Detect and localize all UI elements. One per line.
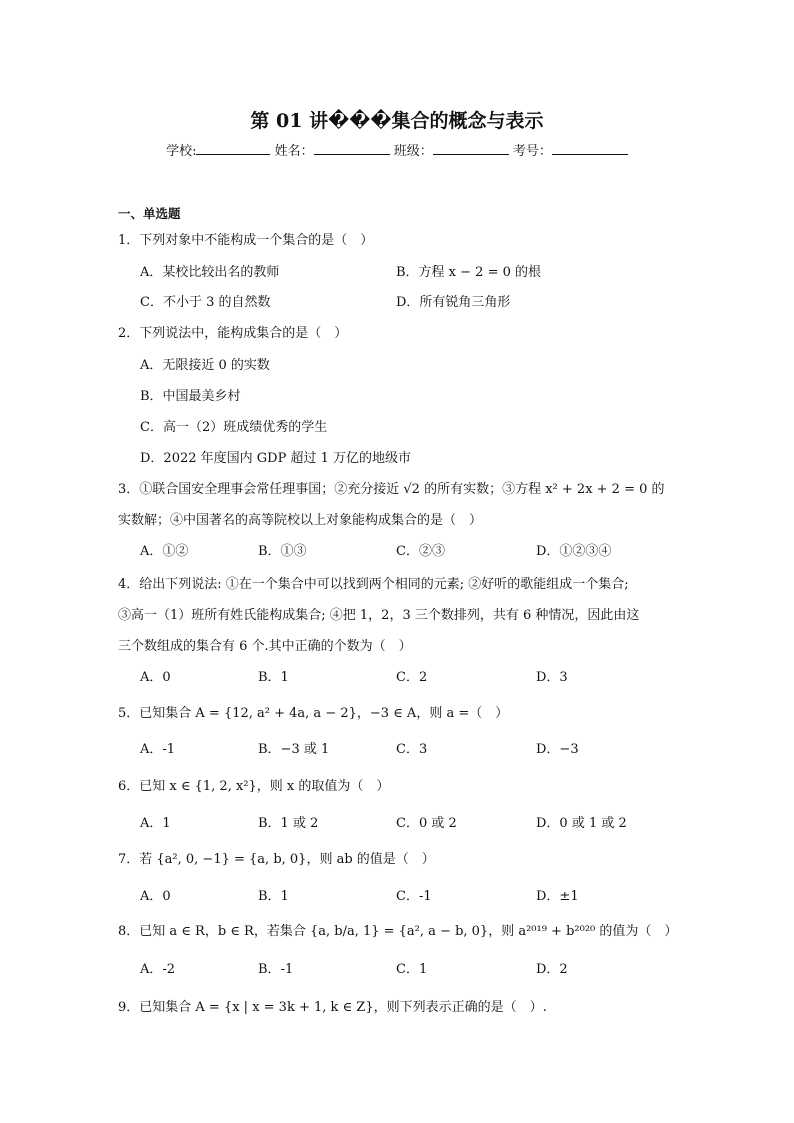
- q5-option-b: B．−3 或 1: [258, 742, 330, 757]
- q5-option-a: A．-1: [140, 742, 176, 757]
- class-label: 班级：: [393, 144, 433, 159]
- q5-option-c: C．3: [396, 742, 428, 757]
- q6-option-c: C．0 或 2: [396, 816, 457, 831]
- class-blank[interactable]: [433, 142, 509, 155]
- q4-option-d: D．3: [536, 670, 568, 685]
- q1-option-c: C．不小于 3 的自然数: [140, 295, 271, 310]
- q4-option-b: B．1: [258, 670, 289, 685]
- q2-option-b: B．中国最美乡村: [140, 389, 241, 404]
- student-info-line: [0, 140, 794, 159]
- question-1: 1．下列对象中不能构成一个集合的是（ ）: [118, 233, 374, 248]
- q8-option-d: D．2: [536, 962, 568, 977]
- name-label: 姓名：: [274, 144, 314, 159]
- q7-option-c: C．-1: [396, 889, 432, 904]
- q5-option-d: D．−3: [536, 742, 579, 757]
- q8-option-a: A．-2: [140, 962, 176, 977]
- q7-option-b: B．1: [258, 889, 289, 904]
- school-blank[interactable]: [196, 142, 270, 155]
- question-8: 8．已知 a ∈ R，b ∈ R，若集合 {a, b/a, 1} = {a², a − b, 0}，则 a²⁰¹⁹ + b²⁰²⁰ 的值为（ ）: [118, 924, 678, 939]
- q8-option-b: B．-1: [258, 962, 294, 977]
- question-3-line-2: 实数解；④中国著名的高等院校以上对象能构成集合的是（ ）: [118, 513, 483, 528]
- q7-option-d: D．±1: [536, 889, 579, 904]
- question-6: 6．已知 x ∈ {1, 2, x²}，则 x 的取值为（ ）: [118, 779, 390, 794]
- q6-option-a: A．1: [140, 816, 171, 831]
- question-2: 2．下列说法中，能构成集合的是（ ）: [118, 326, 348, 341]
- q2-option-c: C．高一（2）班成绩优秀的学生: [140, 420, 328, 435]
- question-4-line-2: ③高一（1）班所有姓氏能构成集合; ④把 1，2，3 三个数排列，共有 6 种情况，因此由这: [118, 608, 640, 623]
- q1-option-d: D．所有锐角三角形: [396, 295, 511, 310]
- question-9: 9．已知集合 A = {x | x = 3k + 1, k ∈ Z}，则下列表示正确的是（ ）.: [118, 1000, 547, 1015]
- q7-option-a: A．0: [140, 889, 171, 904]
- question-7: 7．若 {a², 0, −1} = {a, b, 0}，则 ab 的值是（ ）: [118, 852, 435, 867]
- q3-option-c: C．②③: [396, 544, 445, 559]
- section-heading: 一、单选题: [118, 206, 181, 221]
- q4-option-c: C．2: [396, 670, 428, 685]
- q6-option-d: D．0 或 1 或 2: [536, 816, 627, 831]
- school-label: 学校:: [166, 144, 197, 159]
- q2-option-d: D．2022 年度国内 GDP 超过 1 万亿的地级市: [140, 451, 411, 466]
- q4-option-a: A．0: [140, 670, 171, 685]
- q3-option-d: D．①②③④: [536, 544, 612, 559]
- q3-option-a: A．①②: [140, 544, 189, 559]
- q6-option-b: B．1 或 2: [258, 816, 319, 831]
- document-title: 第 01 讲���集合的概念与表示: [250, 110, 544, 132]
- number-blank[interactable]: [552, 142, 628, 155]
- number-label: 考号：: [512, 144, 552, 159]
- question-4-line-3: 三个数组成的集合有 6 个.其中正确的个数为（ ）: [118, 639, 412, 654]
- q8-option-c: C．1: [396, 962, 428, 977]
- question-5: 5．已知集合 A = {12, a² + 4a, a − 2}，−3 ∈ A，则 a =（ ）: [118, 706, 509, 721]
- question-3-line-1: 3．①联合国安全理事会常任理事国；②充分接近 √2 的所有实数；③方程 x² + 2x + 2 = 0 的: [118, 482, 665, 497]
- q1-option-a: A．某校比较出名的教师: [140, 265, 280, 280]
- q1-option-b: B．方程 x − 2 = 0 的根: [396, 265, 542, 280]
- name-blank[interactable]: [314, 142, 390, 155]
- question-4-line-1: 4．给出下列说法: ①在一个集合中可以找到两个相同的元素; ②好听的歌能组成一个集合;: [118, 577, 629, 592]
- q2-option-a: A．无限接近 0 的实数: [140, 358, 270, 373]
- q3-option-b: B．①③: [258, 544, 307, 559]
